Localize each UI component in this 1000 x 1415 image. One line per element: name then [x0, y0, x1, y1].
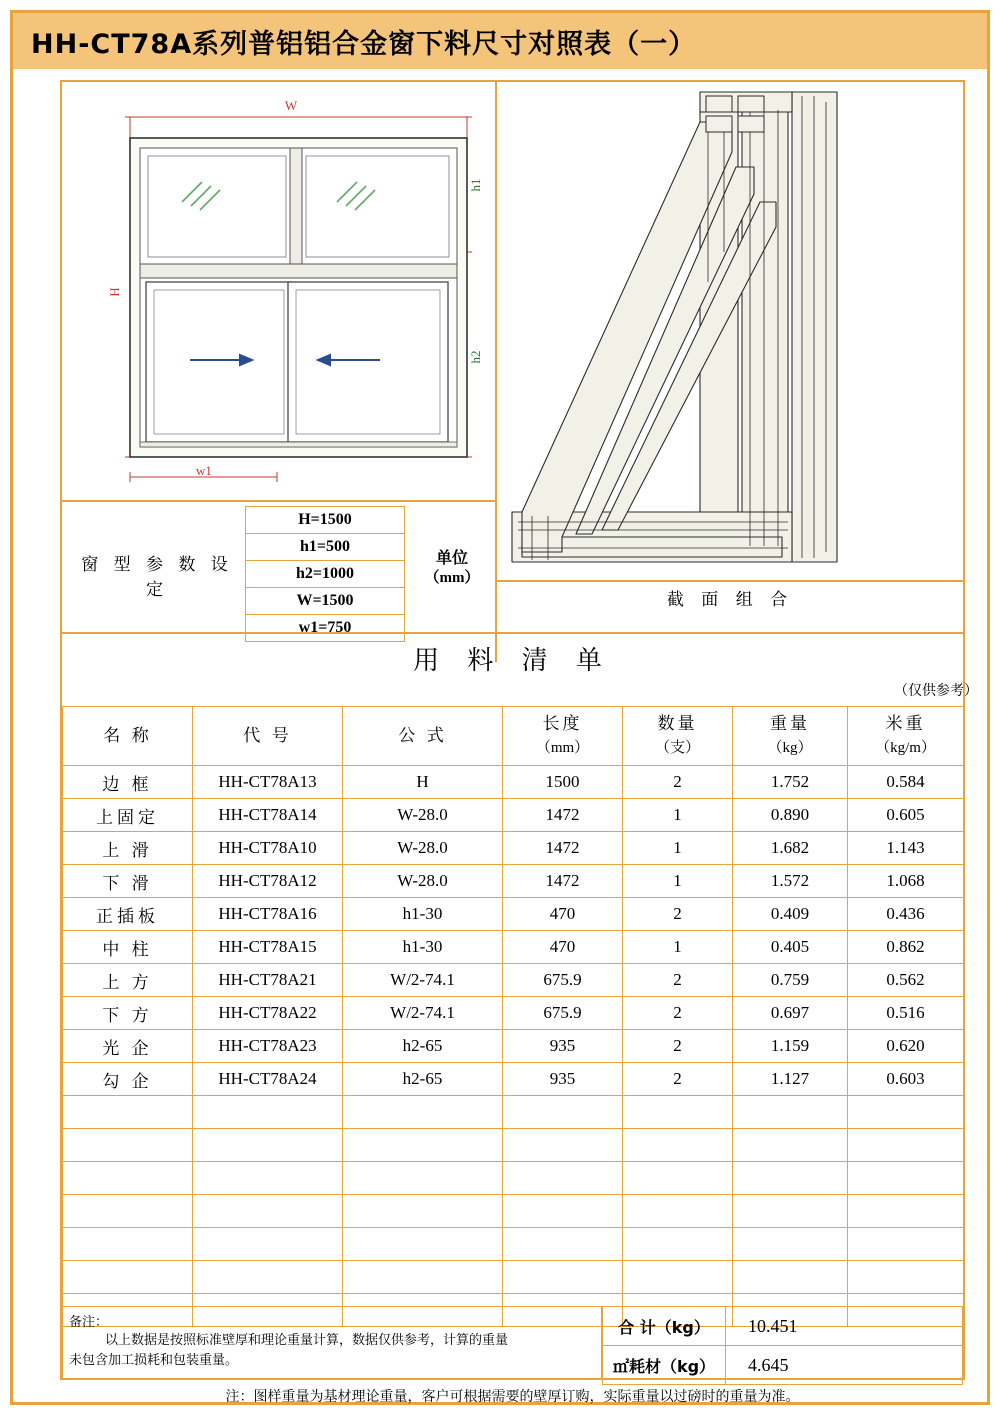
per-sqm-label: ㎡耗材（kg）	[603, 1346, 726, 1385]
cell-code: HH-CT78A12	[193, 865, 343, 898]
cell-formula: h2-65	[343, 1063, 503, 1096]
cell-empty	[343, 1261, 503, 1294]
unit-value: （mm）	[424, 570, 480, 586]
total-label: 合 计（kg）	[603, 1307, 726, 1346]
col-header-permeter-text: 米重	[885, 714, 926, 734]
cell-code: HH-CT78A21	[193, 964, 343, 997]
cell-code: HH-CT78A14	[193, 799, 343, 832]
cell-empty	[733, 1096, 848, 1129]
col-header-qty-text: 数量	[657, 714, 698, 734]
table-row	[63, 964, 964, 997]
cell-qty: 2	[623, 1063, 733, 1096]
page-title: HH-CT78A系列普铝铝合金窗下料尺寸对照表（一）	[31, 28, 697, 60]
param-row: w1=750	[246, 615, 405, 642]
cell-empty	[63, 1162, 193, 1195]
table-row	[63, 865, 964, 898]
cell-code: HH-CT78A24	[193, 1063, 343, 1096]
svg-text:w1: w1	[196, 463, 212, 478]
table-row	[63, 1063, 964, 1096]
cell-empty	[733, 1129, 848, 1162]
param-row: h2=1000	[246, 561, 405, 588]
remark-box	[62, 1306, 602, 1380]
col-header-permeter-unit: （kg/m）	[875, 740, 936, 756]
cell-name: 上 方	[63, 964, 193, 997]
table-row-empty	[63, 1096, 964, 1129]
section-profile-drawing	[492, 82, 932, 582]
cell-weight: 0.697	[733, 997, 848, 1030]
cell-empty	[623, 1129, 733, 1162]
cell-empty	[193, 1162, 343, 1195]
cell-per-meter: 0.862	[848, 931, 964, 964]
cell-code: HH-CT78A16	[193, 898, 343, 931]
cell-per-meter: 0.516	[848, 997, 964, 1030]
cell-qty: 1	[623, 799, 733, 832]
cell-length: 675.9	[503, 997, 623, 1030]
cell-empty	[193, 1195, 343, 1228]
table-row	[63, 931, 964, 964]
cell-empty	[503, 1261, 623, 1294]
cell-code: HH-CT78A13	[193, 766, 343, 799]
cell-weight: 1.682	[733, 832, 848, 865]
unit-title: 单位	[435, 548, 468, 567]
remark-line-1: 以上数据是按照标准壁厚和理论重量计算，数据仅供参考，计算的重量	[105, 1333, 509, 1348]
cell-formula: h1-30	[343, 898, 503, 931]
cell-empty	[733, 1195, 848, 1228]
horizontal-divider-list	[62, 632, 963, 634]
cell-per-meter: 0.562	[848, 964, 964, 997]
cell-qty: 2	[623, 964, 733, 997]
table-row-empty	[63, 1228, 964, 1261]
footer-area	[62, 1306, 963, 1380]
cell-length: 1500	[503, 766, 623, 799]
cell-empty	[623, 1096, 733, 1129]
cell-per-meter: 0.584	[848, 766, 964, 799]
cell-empty	[623, 1162, 733, 1195]
cell-weight: 1.127	[733, 1063, 848, 1096]
cell-empty	[343, 1228, 503, 1261]
cell-length: 470	[503, 931, 623, 964]
cell-empty	[848, 1162, 964, 1195]
param-block-label: 窗 型 参 数 设 定	[81, 555, 233, 600]
cell-qty: 2	[623, 1030, 733, 1063]
cell-formula: W/2-74.1	[343, 964, 503, 997]
table-row-empty	[63, 1129, 964, 1162]
table-row	[63, 1030, 964, 1063]
svg-text:h2: h2	[468, 350, 483, 364]
col-header-weight	[733, 707, 848, 766]
window-elevation-drawing	[62, 82, 492, 502]
cell-per-meter: 0.605	[848, 799, 964, 832]
cell-empty	[63, 1195, 193, 1228]
cell-empty	[623, 1195, 733, 1228]
cell-name: 上固定	[63, 799, 193, 832]
col-header-length	[503, 707, 623, 766]
cell-empty	[503, 1129, 623, 1162]
cell-name: 勾 企	[63, 1063, 193, 1096]
cell-empty	[193, 1228, 343, 1261]
table-row-empty	[63, 1162, 964, 1195]
cell-per-meter: 0.620	[848, 1030, 964, 1063]
cell-qty: 1	[623, 931, 733, 964]
cell-length: 1472	[503, 865, 623, 898]
cell-formula: h1-30	[343, 931, 503, 964]
param-row: h1=500	[246, 534, 405, 561]
cell-weight: 0.405	[733, 931, 848, 964]
cell-length: 675.9	[503, 964, 623, 997]
cell-per-meter: 1.068	[848, 865, 964, 898]
cell-empty	[343, 1195, 503, 1228]
cell-name: 边 框	[63, 766, 193, 799]
cell-code: HH-CT78A10	[193, 832, 343, 865]
cell-formula: W-28.0	[343, 799, 503, 832]
table-row	[63, 832, 964, 865]
cell-formula: W-28.0	[343, 865, 503, 898]
bom-title: 用 料 清 单	[413, 646, 612, 676]
cell-empty	[848, 1261, 964, 1294]
cell-empty	[63, 1228, 193, 1261]
cell-code: HH-CT78A23	[193, 1030, 343, 1063]
cell-empty	[63, 1096, 193, 1129]
col-header-length-text: 长度	[542, 714, 583, 734]
cell-length: 935	[503, 1030, 623, 1063]
cell-empty	[343, 1096, 503, 1129]
cell-formula: h2-65	[343, 1030, 503, 1063]
cell-empty	[623, 1228, 733, 1261]
cell-qty: 1	[623, 865, 733, 898]
table-row	[63, 898, 964, 931]
cell-empty	[848, 1129, 964, 1162]
cell-empty	[848, 1228, 964, 1261]
cell-empty	[503, 1228, 623, 1261]
col-header-permeter	[848, 707, 964, 766]
col-header-qty-unit: （支）	[654, 740, 700, 756]
cell-per-meter: 0.436	[848, 898, 964, 931]
col-header-name: 名 称	[63, 707, 193, 766]
cell-name: 上 滑	[63, 832, 193, 865]
col-header-formula: 公 式	[343, 707, 503, 766]
cell-formula: H	[343, 766, 503, 799]
cell-empty	[848, 1096, 964, 1129]
svg-text:h1: h1	[468, 178, 483, 192]
cell-empty	[503, 1195, 623, 1228]
col-header-qty	[623, 707, 733, 766]
cell-empty	[343, 1162, 503, 1195]
cell-length: 1472	[503, 832, 623, 865]
cell-name: 下 滑	[63, 865, 193, 898]
title-bar	[13, 13, 987, 69]
cell-qty: 2	[623, 997, 733, 1030]
cell-empty	[733, 1162, 848, 1195]
svg-text:W: W	[284, 98, 298, 113]
cell-code: HH-CT78A15	[193, 931, 343, 964]
per-sqm-value: 4.645	[726, 1346, 963, 1385]
cell-empty	[193, 1261, 343, 1294]
cell-weight: 1.752	[733, 766, 848, 799]
cell-empty	[848, 1195, 964, 1228]
cell-name: 下 方	[63, 997, 193, 1030]
cell-length: 470	[503, 898, 623, 931]
cell-per-meter: 1.143	[848, 832, 964, 865]
cell-empty	[193, 1129, 343, 1162]
cell-empty	[193, 1096, 343, 1129]
cell-weight: 0.409	[733, 898, 848, 931]
table-row-empty	[63, 1195, 964, 1228]
cell-qty: 2	[623, 898, 733, 931]
remark-title: 备注：	[69, 1315, 109, 1330]
bottom-note: 注：图样重量为基材理论重量，客户可根据需要的壁厚订购，实际重量以过磅时的重量为准。	[225, 1389, 800, 1405]
col-header-weight-unit: （kg）	[767, 740, 813, 756]
cell-empty	[63, 1129, 193, 1162]
cell-length: 1472	[503, 799, 623, 832]
drawing-area	[62, 82, 963, 502]
cell-weight: 1.159	[733, 1030, 848, 1063]
remark-body	[69, 1331, 597, 1371]
cell-per-meter: 0.603	[848, 1063, 964, 1096]
section-caption: 截 面 组 合	[666, 590, 794, 610]
cell-name: 正插板	[63, 898, 193, 931]
table-row-empty	[63, 1261, 964, 1294]
cell-empty	[63, 1261, 193, 1294]
cell-weight: 1.572	[733, 865, 848, 898]
summary-table	[602, 1306, 963, 1385]
param-row: W=1500	[246, 588, 405, 615]
cell-empty	[503, 1096, 623, 1129]
table-header-row	[63, 707, 964, 766]
cell-qty: 1	[623, 832, 733, 865]
cell-weight: 0.759	[733, 964, 848, 997]
unit-label	[407, 548, 497, 588]
col-header-code: 代 号	[193, 707, 343, 766]
remark-line-2: 未包含加工损耗和包装重量。	[69, 1353, 239, 1368]
col-header-length-unit: （mm）	[535, 740, 590, 756]
cell-formula: W-28.0	[343, 832, 503, 865]
table-row	[63, 997, 964, 1030]
cell-empty	[733, 1228, 848, 1261]
cell-empty	[733, 1261, 848, 1294]
param-row: H=1500	[246, 507, 405, 534]
cell-length: 935	[503, 1063, 623, 1096]
param-table	[245, 506, 405, 642]
window-parameters-block	[62, 502, 495, 636]
bom-table	[62, 706, 964, 1327]
cell-empty	[503, 1162, 623, 1195]
cell-qty: 2	[623, 766, 733, 799]
cell-code: HH-CT78A22	[193, 997, 343, 1030]
cell-empty	[623, 1261, 733, 1294]
total-value: 10.451	[726, 1307, 963, 1346]
reference-note: （仅供参考）	[894, 683, 978, 699]
cell-name: 光 企	[63, 1030, 193, 1063]
svg-text:H: H	[107, 287, 122, 297]
col-header-weight-text: 重量	[770, 714, 810, 734]
cell-formula: W/2-74.1	[343, 997, 503, 1030]
table-row	[63, 766, 964, 799]
table-row	[63, 799, 964, 832]
cell-empty	[343, 1129, 503, 1162]
cell-weight: 0.890	[733, 799, 848, 832]
cell-name: 中 柱	[63, 931, 193, 964]
